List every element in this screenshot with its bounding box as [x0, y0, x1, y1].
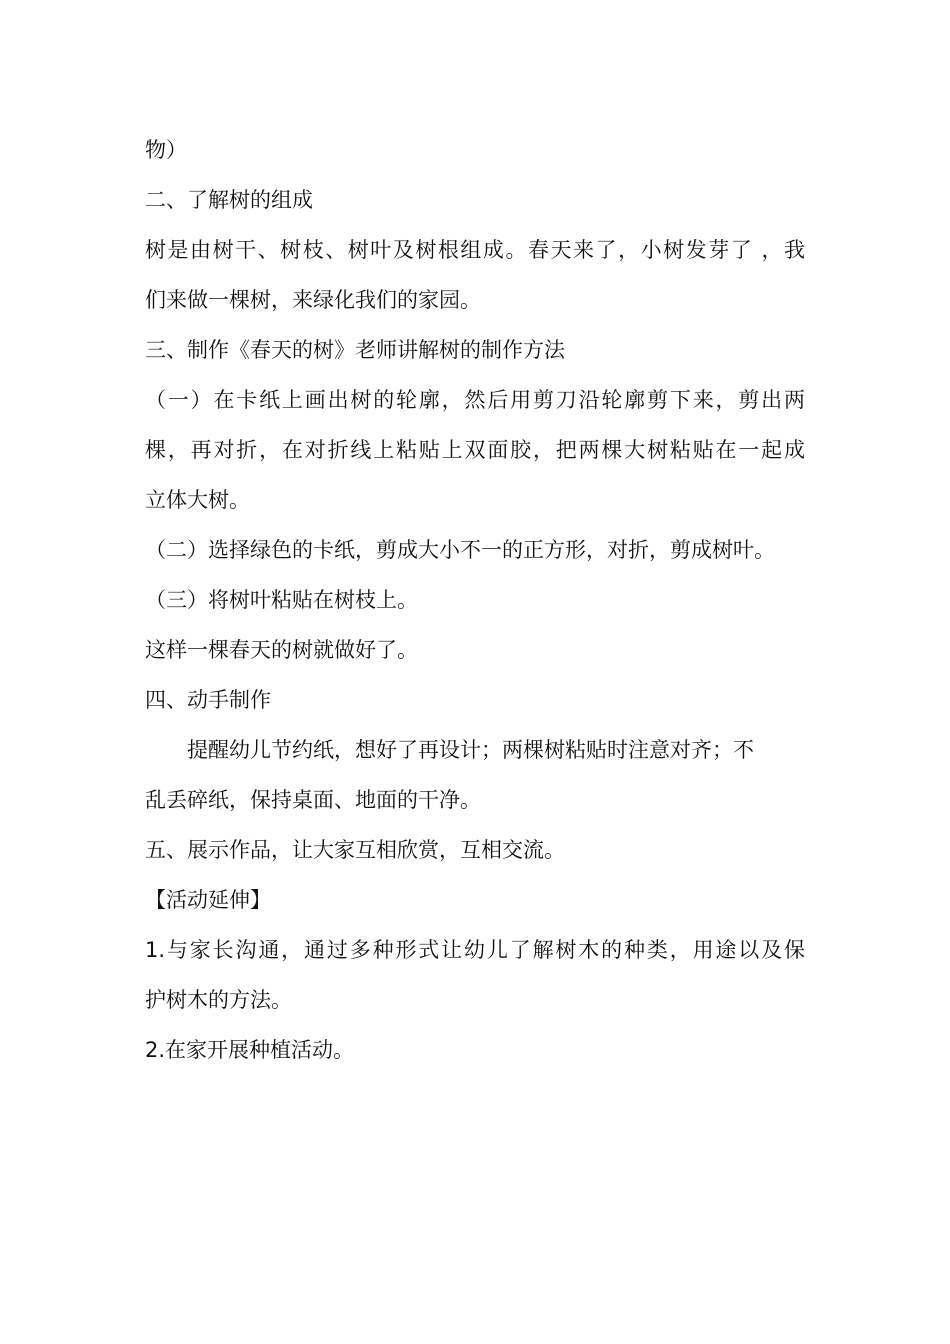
section-heading-tree-composition: 二、了解树的组成 — [145, 188, 313, 212]
paragraph-line: 立体大树。 — [145, 488, 250, 512]
paragraph-line: 这样一棵春天的树就做好了。 — [145, 638, 418, 662]
section-heading-display: 五、展示作品，让大家互相欣赏，互相交流。 — [145, 838, 565, 862]
text-line-continuation: 物） — [145, 138, 187, 162]
list-item-line: 1.与家长沟通，通过多种形式让幼儿了解树木的种类，用途以及保 — [145, 938, 805, 962]
paragraph-line: （一）在卡纸上画出树的轮廓，然后用剪刀沿轮廓剪下来，剪出两 — [145, 388, 805, 412]
list-item-line: 护树木的方法。 — [145, 988, 292, 1012]
paragraph-line: 乱丢碎纸，保持桌面、地面的干净。 — [145, 788, 481, 812]
paragraph-line: 棵，再对折，在对折线上粘贴上双面胶，把两棵大树粘贴在一起成 — [145, 438, 805, 462]
section-heading-making: 三、制作《春天的树》老师讲解树的制作方法 — [145, 338, 565, 362]
step-three-line: （三）将树叶粘贴在树枝上。 — [145, 588, 418, 612]
paragraph-line: 们来做一棵树，来绿化我们的家园。 — [145, 288, 481, 312]
step-two-line: （二）选择绿色的卡纸，剪成大小不一的正方形，对折，剪成树叶。 — [145, 538, 775, 562]
section-heading-hands-on: 四、动手制作 — [145, 688, 271, 712]
list-item-line: 2.在家开展种植活动。 — [145, 1038, 355, 1062]
paragraph-line: 提醒幼儿节约纸，想好了再设计；两棵树粘贴时注意对齐；不 — [187, 738, 754, 762]
section-heading-extension: 【活动延伸】 — [145, 888, 271, 912]
paragraph-line: 树是由树干、树枝、树叶及树根组成。春天来了，小树发芽了 ，我 — [145, 238, 805, 262]
